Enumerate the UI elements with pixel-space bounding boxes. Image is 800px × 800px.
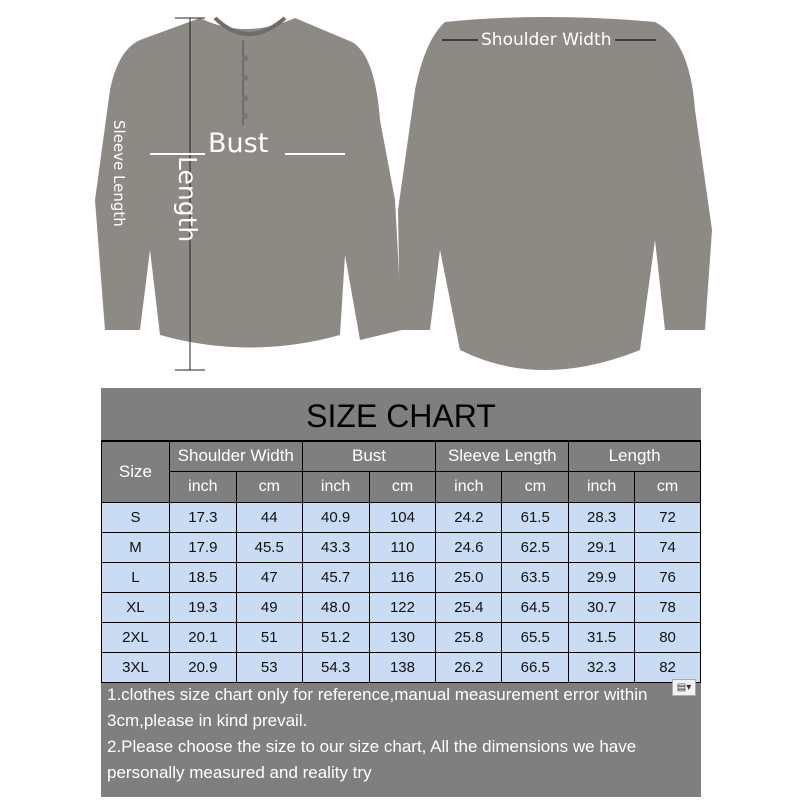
value-cell: 17.9 xyxy=(169,533,236,563)
size-cell: S xyxy=(102,503,170,533)
value-cell: 29.1 xyxy=(569,533,635,563)
unit-header-row xyxy=(102,472,701,503)
value-cell: 32.3 xyxy=(569,653,635,683)
value-cell: 17.3 xyxy=(169,503,236,533)
size-table xyxy=(101,440,701,683)
shoulder-width-label: Shoulder Width xyxy=(478,30,615,50)
value-cell: 26.2 xyxy=(436,653,502,683)
unit-header: inch xyxy=(302,472,369,503)
table-row xyxy=(102,533,701,563)
group-header-row xyxy=(102,441,701,472)
note-line: 1.clothes size chart only for reference,manual measurement error within 3cm,please in kind prevail. xyxy=(107,685,648,730)
value-cell: 20.9 xyxy=(169,653,236,683)
size-cell: M xyxy=(102,533,170,563)
value-cell: 64.5 xyxy=(502,593,569,623)
value-cell: 66.5 xyxy=(502,653,569,683)
value-cell: 25.0 xyxy=(436,563,502,593)
value-cell: 43.3 xyxy=(302,533,369,563)
value-cell: 44 xyxy=(236,503,302,533)
size-cell: 3XL xyxy=(102,653,170,683)
value-cell: 40.9 xyxy=(302,503,369,533)
chart-title: SIZE CHART xyxy=(101,388,701,442)
unit-header: inch xyxy=(169,472,236,503)
length-label: Length xyxy=(173,156,202,243)
value-cell: 20.1 xyxy=(169,623,236,653)
value-cell: 45.7 xyxy=(302,563,369,593)
value-cell: 30.7 xyxy=(569,593,635,623)
sleeve-length-label: Sleeve Length xyxy=(110,120,128,227)
paste-options-icon[interactable]: ▤▾ xyxy=(672,679,696,696)
unit-header: cm xyxy=(635,472,701,503)
value-cell: 116 xyxy=(369,563,436,593)
group-header: Sleeve Length xyxy=(436,441,569,472)
size-cell: 2XL xyxy=(102,623,170,653)
value-cell: 74 xyxy=(635,533,701,563)
unit-header: inch xyxy=(569,472,635,503)
size-cell: XL xyxy=(102,593,170,623)
value-cell: 130 xyxy=(369,623,436,653)
value-cell: 45.5 xyxy=(236,533,302,563)
value-cell: 80 xyxy=(635,623,701,653)
value-cell: 110 xyxy=(369,533,436,563)
value-cell: 104 xyxy=(369,503,436,533)
value-cell: 31.5 xyxy=(569,623,635,653)
value-cell: 65.5 xyxy=(502,623,569,653)
unit-header: cm xyxy=(369,472,436,503)
value-cell: 63.5 xyxy=(502,563,569,593)
unit-header: inch xyxy=(436,472,502,503)
size-header: Size xyxy=(102,441,170,503)
value-cell: 24.2 xyxy=(436,503,502,533)
value-cell: 51 xyxy=(236,623,302,653)
value-cell: 72 xyxy=(635,503,701,533)
table-row xyxy=(102,563,701,593)
group-header: Shoulder Width xyxy=(169,441,302,472)
value-cell: 47 xyxy=(236,563,302,593)
value-cell: 78 xyxy=(635,593,701,623)
value-cell: 138 xyxy=(369,653,436,683)
value-cell: 48.0 xyxy=(302,593,369,623)
table-row xyxy=(102,593,701,623)
note-line: 2.Please choose the size to our size chart, All the dimensions we have personally measured and reality try xyxy=(107,737,637,782)
value-cell: 28.3 xyxy=(569,503,635,533)
unit-header: cm xyxy=(502,472,569,503)
group-header: Bust xyxy=(302,441,436,472)
value-cell: 29.9 xyxy=(569,563,635,593)
value-cell: 19.3 xyxy=(169,593,236,623)
value-cell: 61.5 xyxy=(502,503,569,533)
table-row xyxy=(102,623,701,653)
value-cell: 25.8 xyxy=(436,623,502,653)
back-shirt xyxy=(398,17,712,370)
front-shirt xyxy=(95,18,402,370)
size-chart xyxy=(101,388,701,797)
value-cell: 53 xyxy=(236,653,302,683)
value-cell: 25.4 xyxy=(436,593,502,623)
value-cell: 82 xyxy=(635,653,701,683)
bust-label: Bust xyxy=(208,128,269,159)
size-cell: L xyxy=(102,563,170,593)
value-cell: 54.3 xyxy=(302,653,369,683)
unit-header: cm xyxy=(236,472,302,503)
value-cell: 62.5 xyxy=(502,533,569,563)
value-cell: 122 xyxy=(369,593,436,623)
value-cell: 24.6 xyxy=(436,533,502,563)
value-cell: 76 xyxy=(635,563,701,593)
table-row xyxy=(102,503,701,533)
value-cell: 18.5 xyxy=(169,563,236,593)
group-header: Length xyxy=(569,441,701,472)
notes xyxy=(101,678,701,790)
value-cell: 49 xyxy=(236,593,302,623)
value-cell: 51.2 xyxy=(302,623,369,653)
